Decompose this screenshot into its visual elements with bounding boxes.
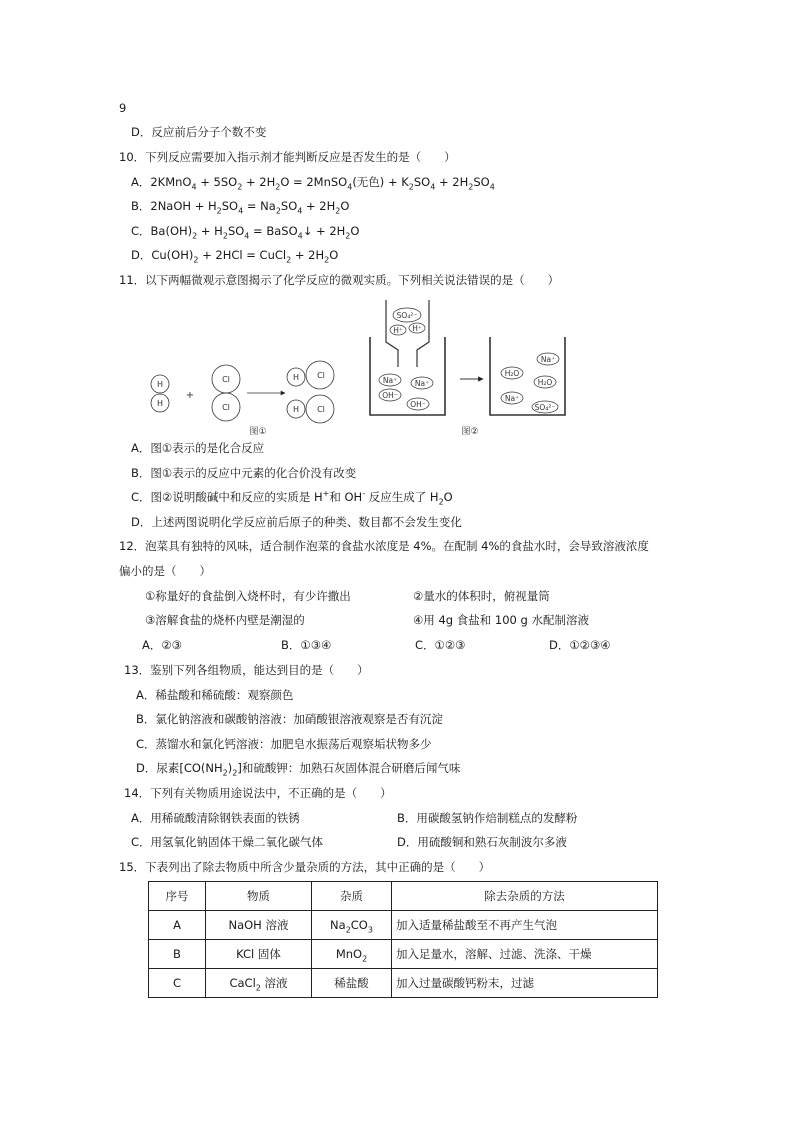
- figure-2-labels: [382, 311, 555, 437]
- svg-text:Na⁺: Na⁺: [504, 394, 520, 403]
- row-id: C: [149, 969, 206, 998]
- row-method: 加入过量碳酸钙粉末，过滤: [392, 969, 658, 998]
- header-impurity: 杂质: [312, 882, 392, 911]
- row-impurity: 稀盐酸: [312, 969, 392, 998]
- q13-option-c: C．蒸馏水和氯化钙溶液：加肥皂水振荡后观察垢状物多少: [136, 737, 432, 751]
- svg-text:OH⁻: OH⁻: [410, 400, 426, 409]
- q13-option-d: D．尿素$[CO(NH_2)_2]$和硫酸钾：加熟石灰固体混合研磨后闻气味: [136, 761, 461, 778]
- svg-text:H₂O: H₂O: [504, 369, 520, 378]
- figure-1-labels: [157, 371, 325, 437]
- figure-1: [151, 361, 334, 423]
- q13-stem: 13．鉴别下列各组物质，能达到目的是（ ）: [124, 663, 369, 677]
- q13-option-b: B．氯化钠溶液和碳酸钠溶液：加硝酸银溶液观察是否有沉淀: [136, 712, 443, 726]
- dropper-right: [417, 300, 429, 367]
- q12-stem-line2: 偏小的是（ ）: [119, 564, 211, 578]
- svg-text:Na⁺: Na⁺: [414, 379, 430, 388]
- q12-option-a: A．②③: [142, 638, 182, 652]
- svg-text:H: H: [292, 405, 300, 414]
- svg-text:Cl: Cl: [222, 375, 230, 384]
- svg-text:H: H: [156, 380, 164, 389]
- svg-text:+: +: [185, 390, 195, 401]
- svg-text:Na⁺: Na⁺: [382, 376, 398, 385]
- svg-text:SO₄²⁻: SO₄²⁻: [396, 311, 418, 320]
- q12-stem-line1: 12．泡菜具有独特的风味，适合制作泡菜的食盐水浓度是 4%。在配制 4%的食盐水时，会导致溶液浓度: [119, 539, 649, 553]
- q12-option-d: D．①②③④: [549, 638, 611, 652]
- fig1-caption: 图①: [249, 427, 267, 437]
- svg-text:Na⁺: Na⁺: [540, 355, 556, 364]
- header-method: 除去杂质的方法: [392, 882, 658, 911]
- row-method: 加入足量水，溶解、过滤、洗涤、干燥: [392, 940, 658, 969]
- q10-option-d: D．$Cu(OH)_2 + 2HCl$ = CuCl$_2$ + $2H_2O$: [131, 248, 339, 265]
- q12-statement-2: ②量水的体积时，俯视量筒: [413, 589, 550, 603]
- q10-option-c: C．$Ba(OH)_2 + H_2SO_4$ = BaSO$_4$↓ + $2H_2O$: [131, 224, 360, 241]
- fig2-caption: 图②: [461, 427, 479, 437]
- q14-option-c: C．用氢氧化钠固体干燥二氧化碳气体: [131, 835, 324, 849]
- q13-option-a: A．稀盐酸和稀硫酸：观察颜色: [136, 688, 294, 702]
- q14-stem: 14．下列有关物质用途说法中，不正确的是（ ）: [124, 786, 392, 800]
- q10-stem: 10．下列反应需要加入指示剂才能判断反应是否发生的是（ ）: [119, 150, 456, 164]
- q11-figures: [140, 295, 580, 440]
- svg-text:Cl: Cl: [222, 403, 230, 412]
- q12-option-c: C．①②③: [415, 638, 466, 652]
- row-id: B: [149, 940, 206, 969]
- page-number: 9: [119, 101, 127, 115]
- q11-option-a: A．图①表示的是化合反应: [131, 441, 265, 455]
- q11-stem: 11．以下两幅微观示意图揭示了化学反应的微观实质。下列相关说法错误的是（ ）: [119, 273, 560, 287]
- q12-statement-4: ④用 4g 食盐和 100 g 水配制溶液: [413, 613, 589, 627]
- q15-table: [148, 881, 658, 998]
- svg-text:OH⁻: OH⁻: [382, 391, 398, 400]
- q14-option-b: B．用碳酸氢钠作焙制糕点的发酵粉: [397, 811, 578, 825]
- header-substance: 物质: [206, 882, 312, 911]
- svg-text:H: H: [156, 399, 164, 408]
- svg-text:Cl: Cl: [317, 371, 325, 380]
- row-substance: NaOH 溶液: [206, 911, 312, 940]
- svg-text:Cl: Cl: [317, 405, 325, 414]
- q10-option-b: B．2NaOH + $H_2SO_4 = Na_2SO_4 + 2H_2O$: [131, 199, 350, 216]
- q12-statement-1: ①称量好的食盐倒入烧杯时，有少许撒出: [145, 589, 351, 603]
- row-method: 加入适量稀盐酸至不再产生气泡: [392, 911, 658, 940]
- q15-stem: 15．下表列出了除去物质中所含少量杂质的方法，其中正确的是（ ）: [119, 860, 491, 874]
- row-impurity: MnO$_2$: [312, 940, 392, 969]
- q12-statement-3: ③溶解食盐的烧杯内壁是潮湿的: [145, 613, 305, 627]
- header-id: 序号: [149, 882, 206, 911]
- q11-option-c: C．图②说明酸碱中和反应的实质是 H+和 OH- 反应生成了 $H_2O$: [131, 489, 453, 507]
- figure-2-ions: [379, 308, 559, 413]
- q9-option-d: D．反应前后分子个数不变: [131, 125, 267, 139]
- row-substance: CaCl$_2$ 溶液: [206, 969, 312, 998]
- table-row: [149, 940, 658, 969]
- svg-text:H: H: [292, 373, 300, 382]
- table-row: [149, 911, 658, 940]
- q12-option-b: B．①③④: [281, 638, 332, 652]
- table-row: [149, 969, 658, 998]
- svg-text:SO₄²⁻: SO₄²⁻: [534, 403, 556, 412]
- svg-text:H⁺: H⁺: [412, 324, 422, 333]
- svg-text:H⁺: H⁺: [393, 326, 403, 335]
- q11-option-d: D．上述两图说明化学反应前后原子的种类、数目都不会发生变化: [131, 515, 462, 529]
- table-header-row: [149, 882, 658, 911]
- q11-option-b: B．图①表示的反应中元素的化合价没有改变: [131, 466, 357, 480]
- row-impurity: $Na_2CO_3$: [312, 911, 392, 940]
- q10-option-a: A．2KMnO$_4$ + $5SO_2 + 2H_2O$ = 2MnSO$_4$(无色) + $K_2SO_4 + 2H_2SO_4$: [131, 175, 495, 192]
- svg-text:H₂O: H₂O: [537, 378, 553, 387]
- q14-option-a: A．用稀硫酸清除钢铁表面的铁锈: [131, 811, 300, 825]
- row-substance: KCl 固体: [206, 940, 312, 969]
- row-id: A: [149, 911, 206, 940]
- q14-option-d: D．用硫酸铜和熟石灰制波尔多液: [397, 835, 567, 849]
